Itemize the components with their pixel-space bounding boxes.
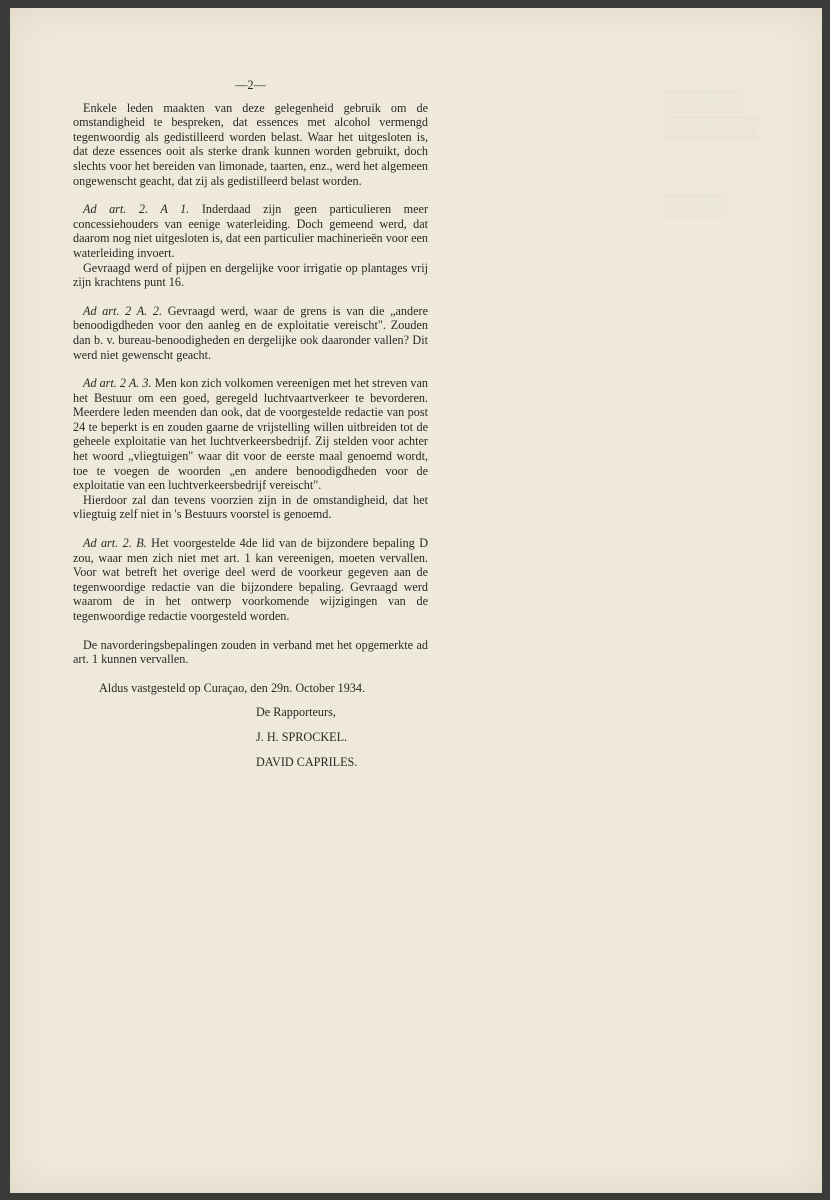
paragraph-navordering (73, 638, 428, 667)
paragraph-art-2-a-2 (73, 304, 428, 362)
paragraph-art-2-a-3 (73, 376, 428, 522)
paragraph-art-2-a-1 (73, 202, 428, 290)
paragraph-label: Ad art. 2 A. 2. (83, 303, 163, 318)
paragraph-intro (73, 101, 428, 189)
rapporteurs-heading: De Rapporteurs, (256, 705, 336, 720)
paragraph-label: Ad art. 2 A. 3. (83, 376, 152, 391)
paragraph-extra: Hierdoor zal dan tevens voorzien zijn in de omstandigheid, dat het vliegtuig zelf niet in 's Bestuurs voorstel is genoemd. (73, 492, 428, 522)
paragraph-extra: Gevraagd werd of pijpen en dergelijke voor irrigatie op plantages vrij zijn krachtens punt 16. (73, 260, 428, 290)
paragraph-text: Enkele leden maakten van deze gelegenheid gebruik om de omstandigheid te bespreken, dat essences met alcohol vermengd tegenwoordig als gedistilleerd worden belast. Waar het uitgesloten is, dat deze essences ooit als sterke drank kunnen worden gebruikt, doch slechts voor het bereiden van limonade, taarten, enz., werd het algemeen ongewenscht geacht, dat zij als gedistilleerd belast worden. (73, 100, 428, 188)
paragraph-body: Het voorgestelde 4de lid van de bijzondere bepaling D zou, waar men zich niet met art. 1 kan vereenigen, moeten vervallen. Voor wat betreft het overige deel werd de voorkeur gegeven aan de tegenwoordige redactie van die bijzondere bepaling. Gevraagd werd waarom de in het ontwerp voorkomende wijzigingen van de tegenwoordige redactie voorgesteld worden. (73, 536, 428, 623)
paragraph-label: Ad art. 2. B. (83, 536, 147, 551)
bleed-through-shadow: ▒▒▒▒▒ ▒▒▒▒▒▒ ▒▒▒▒ (665, 88, 759, 217)
signatory-name-2: DAVID CAPRILES. (256, 754, 358, 769)
paragraph-text: De navorderingsbepalingen zouden in verband met het opgemerkte ad art. 1 kunnen vervallen. (73, 637, 428, 667)
paragraph-art-2-b (73, 536, 428, 624)
paragraph-body: Gevraagd werd, waar de grens is van die „andere benoodigdheden voor den aanleg en de exploitatie vereischt". Zouden dan b. v. bureau-benoodigheden en dergelijke ook daaronder vallen? Dit werd niet gewenscht geacht. (73, 303, 429, 362)
paragraph-text (73, 304, 428, 362)
paragraph-text (73, 376, 428, 493)
paragraph-text (73, 202, 428, 260)
paragraph-body: Inderdaad zijn geen particulieren meer concessiehouders van eenige waterleiding. Doch gemeend werd, dat daarom nog niet uitgesloten is, dat een particulier machinerieën voor een waterleiding invoert. (73, 202, 428, 260)
signatory-name-1: J. H. SPROCKEL. (256, 729, 348, 744)
closing-block (73, 681, 428, 769)
paragraph-body: Men kon zich volkomen vereenigen met het streven van het Bestuur om een goed, geregeld luchtvaartverkeer te bevorderen. Meerdere leden meenden dan ook, dat de voorgestelde redactie van post 24 te beperkt is en zouden gaarne de vrijstelling willen uitbreiden tot de geheele exploitatie van het luchtverkeersbedrijf. Zij stelden voor achter het woord „vliegtuigen" waar dit voor de eerste maal genoemd wordt, toe te voegen de woorden „en andere benoodigdheden voor de exploitatie van een luchtverkeersbedrijf vereischt". (73, 376, 429, 493)
paragraph-text (73, 536, 428, 624)
document-body (73, 78, 428, 779)
closing-date-line: Aldus vastgesteld op Curaçao, den 29n. October 1934. (99, 680, 366, 695)
paragraph-label: Ad art. 2. A 1. (83, 202, 190, 217)
page-number: —2— (235, 78, 266, 92)
